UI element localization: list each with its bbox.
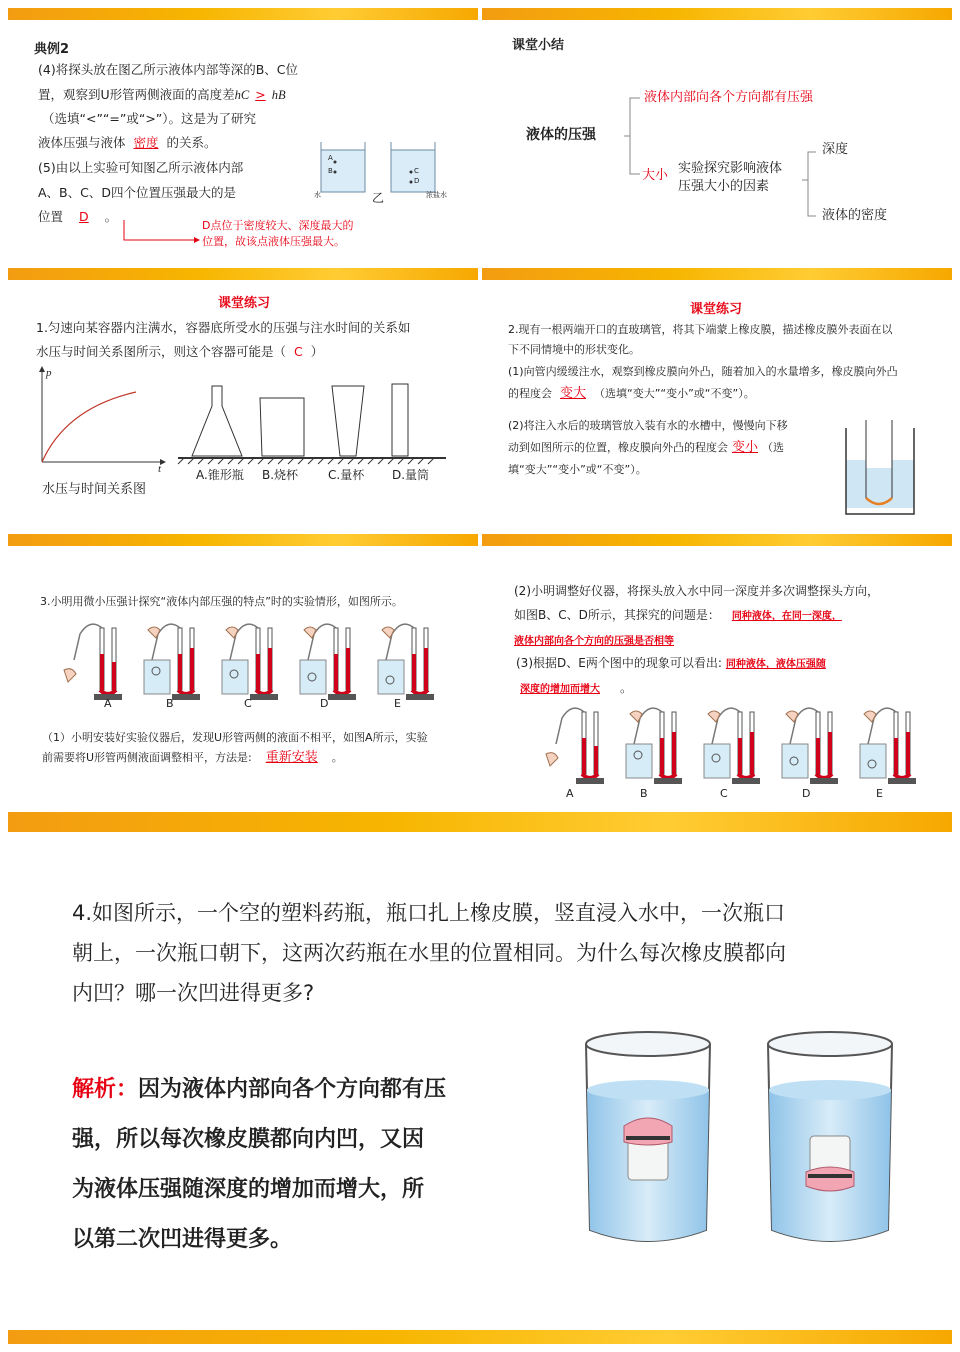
- text-span: 的关系。: [166, 135, 217, 150]
- question-line: 下不同情境中的形状变化。: [508, 343, 640, 356]
- container-label-d: D.量筒: [392, 468, 430, 482]
- figure-label-d: D: [320, 697, 329, 710]
- question-line: (2)将注入水后的玻璃管放入装有水的水槽中，慢慢向下移: [508, 419, 788, 432]
- container-label-a: A.锥形瓶: [196, 468, 244, 482]
- answer-d: D: [79, 209, 89, 224]
- fig-label-yi: 乙: [372, 191, 385, 205]
- question-line: [508, 384, 755, 403]
- container-label-b: B.烧杯: [262, 468, 299, 482]
- text-span: ）: [310, 344, 324, 359]
- question-line: 朝上，一次瓶口朝下，这两次药瓶在水里的位置相同。为什么每次橡皮膜都向: [72, 941, 786, 965]
- question-line: 4.如图所示，一个空的塑料药瓶，瓶口扎上橡皮膜，竖直浸入水中，一次瓶口: [72, 901, 786, 925]
- text-span: 液体压强与液体: [38, 135, 126, 150]
- answer-line: 液体内部向各个方向的压强是否相等: [514, 636, 674, 647]
- slide-bottom-bar: [8, 1330, 952, 1344]
- text-span: 。: [104, 209, 118, 224]
- slide-top-bar: [8, 268, 478, 280]
- slide-top-bar: [8, 534, 478, 546]
- concept-factor-density: 液体的密度: [822, 208, 888, 223]
- concept-experiment: 实验探究影响液体: [678, 161, 783, 176]
- text-line: (5)由以上实验可知图乙所示液体内部: [38, 160, 244, 175]
- slide-top-bar: [482, 268, 952, 280]
- concept-main: 液体的压强: [526, 127, 596, 143]
- fig-label-water: 水: [314, 191, 321, 199]
- question-line: [516, 652, 826, 676]
- pressure-time-graph: [36, 368, 166, 468]
- question-line: 内凹？哪一次凹进得更多?: [72, 981, 315, 1005]
- text-span: （选: [762, 441, 785, 454]
- container-label-c: C.量杯: [328, 468, 365, 482]
- figure-label-c: C: [244, 697, 252, 710]
- question-line: 填“变大”“变小”或“不变”）。: [508, 463, 647, 476]
- figure-label-b: B: [640, 787, 648, 800]
- slide-question-4: [8, 812, 952, 1344]
- hc-symbol: hC: [234, 88, 250, 102]
- note-line: 位置，故该点液体压强最大。: [202, 235, 345, 248]
- text-span: (3)根据D、E两个图中的现象可以看出:: [516, 656, 722, 670]
- slide-title: 课堂练习: [690, 302, 743, 317]
- text-span: 。: [331, 751, 343, 764]
- text-span: 置，观察到U形管两侧液面的高度差: [38, 87, 235, 102]
- concept-branch-big: 大小: [642, 168, 669, 183]
- hb-symbol: hB: [271, 88, 286, 102]
- fig-point-c: C: [414, 167, 419, 175]
- analysis-line: 以第二次凹进得更多。: [72, 1227, 293, 1252]
- slide-top-bar: [8, 812, 952, 832]
- figure-label-d: D: [802, 787, 811, 800]
- figure-label-a: A: [566, 787, 574, 800]
- pressure-gauge-figure: [34, 624, 464, 704]
- fig-point-b: B: [328, 167, 333, 175]
- text-span: 位置: [38, 209, 64, 224]
- beaker-bottle-down: [760, 1030, 900, 1250]
- answer-line: （1）小明安装好实验仪器后，发现U形管两侧的液面不相平，如图A所示，实验: [42, 731, 428, 744]
- text-span: 动到如图所示的位置，橡皮膜向外凸的程度会: [508, 441, 728, 454]
- figure-label-e: E: [876, 787, 883, 800]
- answer-line: [42, 748, 343, 767]
- concept-factor-depth: 深度: [822, 142, 849, 157]
- slide-example-2: [8, 8, 478, 264]
- answer-c: C: [294, 344, 303, 359]
- question-line: (2)小明调整好仪器，将探头放入水中同一深度并多次调整探头方向，: [514, 584, 880, 598]
- fig-label-salt: 浓盐水: [426, 191, 447, 199]
- figure-label-c: C: [720, 787, 728, 800]
- text-line: （选填“<”“=”或“>”）。这是为了研究: [42, 111, 257, 126]
- fig-point-d: D: [414, 177, 420, 185]
- question-line: [520, 676, 633, 701]
- question-line: (1)向管内缓缓注水，观察到橡皮膜向外凸，随着加入的水量增多，橡皮膜向外凸: [508, 365, 898, 378]
- answer-reinstall: 重新安装: [265, 750, 318, 765]
- concept-branch-1: 液体内部向各个方向都有压强: [644, 90, 814, 105]
- figure-label-b: B: [166, 697, 174, 710]
- concept-experiment: 压强大小的因素: [678, 179, 770, 194]
- question-line: 2.现有一根两端开口的直玻璃管，将其下端蒙上橡皮膜，描述橡皮膜外表面在以: [508, 323, 893, 336]
- text-span: 。: [620, 680, 633, 695]
- slide-title: 课堂小结: [512, 38, 565, 53]
- text-span: （选填“变大”“变小”或“不变”）。: [594, 387, 755, 400]
- answer-decrease: 变小: [732, 440, 759, 455]
- slide-title: 课堂练习: [218, 296, 271, 311]
- slide-practice-1: [8, 268, 478, 530]
- text-span: 因为液体内部向各个方向都有压: [138, 1077, 447, 1102]
- question-line: [36, 340, 323, 363]
- slide-practice-2: [482, 268, 952, 530]
- slide-practice-3-cont: [482, 534, 952, 804]
- axis-p: p: [46, 367, 52, 379]
- answer-gt: >: [255, 87, 266, 102]
- figure-label-e: E: [394, 697, 401, 710]
- beaker-bottle-up: [578, 1030, 718, 1250]
- question-line: [514, 604, 842, 628]
- question-line: 1.匀速向某容器内注满水，容器底所受水的压强与注水时间的关系如: [36, 320, 411, 335]
- slide-top-bar: [482, 534, 952, 546]
- question-line: 3.小明用微小压强计探究“液体内部压强的特点”时的实验情形，如图所示。: [40, 595, 403, 608]
- answer-line: 深度的增加而增大: [520, 684, 600, 695]
- note-line: D点位于密度较大、深度最大的: [202, 219, 354, 232]
- tube-in-tank-figure: [842, 418, 922, 518]
- question-line: [508, 438, 784, 457]
- analysis-line: 强，所以每次橡皮膜都向内凹，又因: [72, 1127, 425, 1152]
- figure-label-a: A: [104, 697, 112, 710]
- axis-t: t: [158, 463, 162, 475]
- text-span: 的程度会: [508, 387, 552, 400]
- text-line: A、B、C、D四个位置压强最大的是: [38, 185, 236, 200]
- text-span: 前需要将U形管两侧液面调整相平，方法是:: [42, 751, 252, 764]
- pressure-gauge-figure: [532, 708, 952, 788]
- answer-line: 同种液体，液体压强随: [725, 659, 826, 670]
- text-span: 水压与时间关系图所示，则这个容器可能是（: [36, 344, 287, 359]
- graph-caption: 水压与时间关系图: [42, 482, 147, 497]
- slide-title: 典例2: [34, 42, 70, 57]
- answer-increase: 变大: [560, 386, 587, 401]
- analysis-label: 解析：: [72, 1077, 139, 1102]
- containers-figure: [178, 380, 448, 470]
- slide-practice-3: [8, 534, 478, 804]
- text-line: (4)将探头放在图乙所示液体内部等深的B、C位: [38, 62, 299, 77]
- analysis-line: 为液体压强随深度的增加而增大，所: [72, 1177, 425, 1202]
- answer-line: 同种液体，在同一深度，: [731, 611, 842, 622]
- analysis-line: [72, 1072, 446, 1108]
- slide-summary: [482, 8, 952, 264]
- answer-density: 密度: [133, 135, 159, 150]
- fig-point-a: A: [328, 154, 333, 162]
- text-span: 如图B、C、D所示，其探究的问题是：: [514, 608, 720, 622]
